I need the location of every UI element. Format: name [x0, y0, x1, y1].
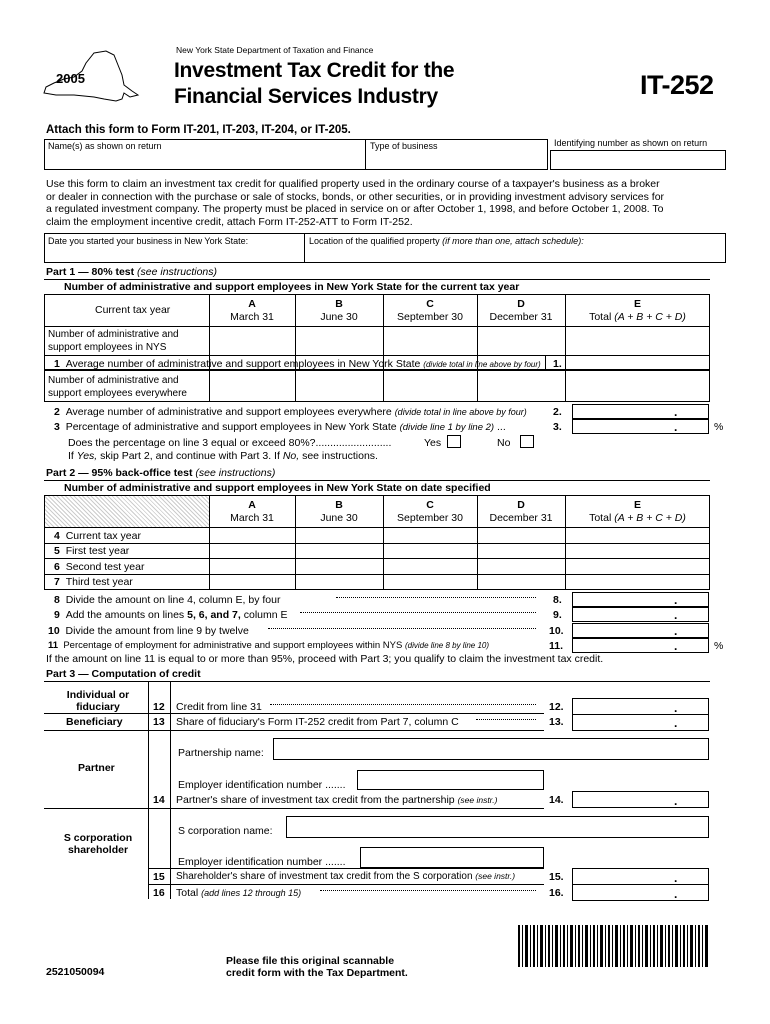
ny-state-outline	[34, 49, 144, 104]
row-ev-line: support employees everywhere	[48, 388, 187, 399]
ein2-label: Employer identification number .......	[178, 856, 346, 868]
line-num: 11	[48, 640, 59, 651]
part1-title-text: Part 1 — 80% test	[46, 266, 135, 278]
line14-box: 14.	[549, 794, 564, 806]
partnership-name-field[interactable]	[273, 738, 709, 760]
col-label: Total	[589, 311, 612, 323]
line14-text	[176, 794, 497, 806]
s-corp-label	[58, 832, 138, 856]
line-note: (divide line 8 by line 10)	[404, 641, 490, 650]
col-letter: E	[633, 499, 641, 511]
col-letter: E	[633, 298, 641, 310]
col-label: September 30	[397, 512, 463, 524]
t: Partner's share of investment tax credit from the partnership	[176, 794, 455, 806]
line8-amount[interactable]	[572, 592, 709, 607]
line-text: Percentage of administrative and support employees in New York State	[65, 421, 397, 433]
t: skip Part 2, and continue with Part 3. If	[100, 450, 280, 462]
line-note: (divide total in line above by four)	[423, 360, 541, 369]
id-number-field[interactable]	[550, 150, 726, 170]
p2-col-e-header	[565, 499, 710, 525]
col-note: (A + B + C + D)	[614, 512, 686, 524]
ein-label: Employer identification number .......	[178, 779, 346, 791]
t: column E	[243, 609, 288, 621]
line15-text	[176, 871, 515, 882]
partnership-ein-field[interactable]	[357, 770, 544, 790]
row-label: Current tax year	[65, 530, 141, 542]
col-letter: D	[517, 499, 525, 511]
line-note: (divide total in line above by four)	[394, 407, 527, 417]
s-corp-name-label: S corporation name:	[178, 825, 273, 837]
line-dots: ...	[497, 421, 506, 433]
p2-col-d-header	[477, 499, 565, 525]
t: shareholder	[67, 844, 129, 856]
col-note: (A + B + C + D)	[614, 311, 686, 323]
individual-fiduciary-label	[58, 689, 138, 713]
t: Shareholder's share of investment tax credit from the S corporation	[176, 871, 473, 882]
beneficiary-label: Beneficiary	[66, 716, 123, 728]
t: Individual or	[66, 689, 130, 701]
line3-percent: %	[714, 421, 724, 433]
t: (see instr.)	[475, 871, 516, 881]
line10	[48, 625, 249, 637]
line9-amount[interactable]	[572, 607, 709, 622]
intro-line: or dealer in connection with the purchase or sale of stocks, bonds, or other securities, or in providing investment advisory services for	[46, 190, 665, 203]
line16-amount[interactable]	[572, 884, 709, 901]
line3-box: 3.	[553, 421, 562, 433]
line11-box: 11.	[549, 640, 564, 652]
t: Yes,	[76, 450, 98, 462]
col-b-header	[295, 298, 383, 324]
col-a-header	[209, 298, 295, 324]
question-80: Does the percentage on line 3 equal or exceed 80%?..........................	[68, 437, 392, 449]
line-text: Average number of administrative and support employees in New York State	[65, 358, 421, 370]
line-num: 1	[54, 358, 60, 370]
line16-text	[176, 887, 301, 899]
partnership-name-label: Partnership name:	[178, 747, 264, 759]
part1-title	[46, 266, 217, 278]
intro-line: Use this form to claim an investment tax credit for qualified property used in the ordinary course of a taxpayer's business as a broker	[46, 178, 660, 190]
line12-box: 12.	[549, 701, 564, 713]
barcode	[518, 925, 710, 967]
yes-checkbox[interactable]	[447, 435, 461, 448]
row-label: Third test year	[65, 576, 133, 588]
p2-col-a-header	[209, 499, 295, 525]
line15-box: 15.	[549, 871, 564, 883]
row-everywhere-label	[48, 374, 187, 400]
yes-label: Yes	[424, 437, 442, 449]
form-year: 2005	[56, 71, 85, 86]
line10-amount[interactable]	[572, 623, 709, 638]
col-c-header	[383, 298, 477, 324]
t: 5, 6, and 7,	[187, 609, 241, 621]
part1-title-note: (see instructions)	[137, 266, 217, 278]
part2-table-title: Number of administrative and support employees in New York State on date specified	[64, 482, 491, 494]
s-corp-ein-field[interactable]	[360, 847, 544, 868]
row-nys-line: support employees in NYS	[48, 342, 167, 353]
department: New York State Department of Taxation and Finance	[176, 45, 374, 55]
line10-box: 10.	[549, 625, 564, 637]
row-4	[54, 530, 141, 542]
part2-title-text: Part 2 — 95% back-office test	[46, 467, 193, 479]
line9	[54, 609, 288, 621]
row-label: First test year	[65, 545, 130, 557]
line-num: 10	[48, 625, 60, 637]
t: Please file this original scannable	[226, 955, 395, 967]
no-label: No	[497, 437, 511, 449]
date-started-label: Date you started your business in New York State:	[48, 236, 249, 246]
line3-amount[interactable]	[572, 419, 709, 434]
part2-title-note: (see instructions)	[195, 467, 276, 479]
line2	[54, 406, 527, 418]
col-label: September 30	[397, 311, 463, 323]
p2-col-b-header	[295, 499, 383, 525]
line12-num: 12	[153, 701, 165, 713]
t: see instructions.	[302, 450, 378, 462]
line3	[54, 421, 506, 433]
row-nys-line: Number of administrative and	[48, 329, 179, 340]
col-letter: C	[426, 499, 434, 511]
line-num: 8	[54, 594, 60, 606]
part2-shaded-header	[45, 496, 209, 527]
t: S corporation	[63, 832, 133, 844]
part2-title	[46, 467, 275, 479]
proceed-note: If the amount on line 11 is equal to or more than 95%, proceed with Part 3; you qualify to claim the investment tax credit.	[46, 653, 604, 665]
t: (see instr.)	[457, 795, 498, 805]
business-type-label: Type of business	[370, 141, 438, 151]
form-number: IT-252	[640, 70, 714, 100]
line-num: 4	[54, 530, 60, 542]
col-d-header	[477, 298, 565, 324]
line-text: Divide the amount from line 9 by twelve	[65, 625, 249, 637]
col-letter: D	[517, 298, 525, 310]
row-7	[54, 576, 133, 588]
col-letter: A	[248, 499, 256, 511]
line16-box: 16.	[549, 887, 564, 899]
names-label: Name(s) as shown on return	[48, 141, 162, 151]
line13-num: 13	[153, 716, 165, 728]
line1-box: 1.	[553, 358, 562, 370]
line11-amount[interactable]	[572, 638, 709, 653]
col-label: March 31	[230, 512, 274, 524]
line-text: Percentage of employment for administrative and support employees within NYS	[63, 640, 403, 651]
line-num: 5	[54, 545, 60, 557]
no-checkbox[interactable]	[520, 435, 534, 448]
line-note: (divide line 1 by line 2)	[399, 422, 495, 433]
line12-text: Credit from line 31	[176, 701, 262, 713]
line12-amount[interactable]	[572, 698, 709, 715]
col-e-header	[565, 298, 710, 324]
partner-label: Partner	[78, 762, 115, 774]
line11	[48, 640, 489, 651]
line-text: Divide the amount on line 4, column E, by four	[65, 594, 281, 606]
row-label: Second test year	[65, 561, 145, 573]
part1-table-title: Number of administrative and support employees in New York State for the current tax year	[64, 281, 520, 293]
form-title-line1: Investment Tax Credit for the	[174, 59, 455, 82]
id-number-label: Identifying number as shown on return	[554, 138, 708, 148]
line-num: 2	[54, 406, 60, 418]
s-corp-name-field[interactable]	[286, 816, 709, 838]
col-letter: C	[426, 298, 434, 310]
col-label: June 30	[320, 311, 358, 323]
line-num: 6	[54, 561, 60, 573]
line13-text: Share of fiduciary's Form IT-252 credit from Part 7, column C	[176, 716, 459, 728]
t: No,	[282, 450, 300, 462]
attach-instruction: Attach this form to Form IT-201, IT-203, IT-204, or IT-205.	[46, 124, 351, 136]
col-label: December 31	[489, 311, 553, 323]
line16-num: 16	[153, 887, 165, 899]
line1	[54, 358, 541, 370]
col-letter: A	[248, 298, 256, 310]
row-ev-line: Number of administrative and	[48, 375, 179, 386]
location-label	[309, 236, 584, 246]
line13-amount[interactable]	[572, 714, 709, 731]
line9-box: 9.	[553, 609, 562, 621]
col-letter: B	[335, 298, 343, 310]
form-title-line2: Financial Services Industry	[174, 85, 438, 108]
line-num: 3	[54, 421, 60, 433]
intro-line: a regulated investment company. The property must be placed in service on or after October 1, 1998, and before October 1, 2008. To	[46, 203, 664, 215]
line2-box: 2.	[553, 406, 562, 418]
form-code: 2521050094	[46, 966, 105, 978]
line8	[54, 594, 280, 606]
col-label: June 30	[320, 512, 358, 524]
line-num: 7	[54, 576, 60, 588]
t: Add the amounts on lines	[65, 609, 185, 621]
line15-num: 15	[153, 871, 165, 883]
line-num: 9	[54, 609, 60, 621]
row-nys-label	[48, 328, 179, 354]
location-label-text: Location of the qualified property	[309, 236, 440, 246]
line14-num: 14	[153, 794, 165, 806]
row-6	[54, 561, 144, 573]
intro-line: claim the employment incentive credit, attach Form IT-252-ATT to Form IT-252.	[46, 215, 413, 228]
file-note	[226, 955, 408, 979]
col-label: March 31	[230, 311, 274, 323]
t: (add lines 12 through 15)	[201, 888, 302, 898]
t: fiduciary	[76, 701, 120, 713]
line-text: Average number of administrative and support employees everywhere	[65, 406, 392, 418]
part3-title: Part 3 — Computation of credit	[46, 668, 201, 680]
t: If	[68, 450, 74, 462]
line2-amount[interactable]	[572, 404, 709, 419]
col-label: December 31	[489, 512, 553, 524]
t: credit form with the Tax Department.	[226, 967, 408, 979]
col-letter: B	[335, 499, 343, 511]
row-5	[54, 545, 129, 557]
p2-col-c-header	[383, 499, 477, 525]
location-note: (if more than one, attach schedule):	[442, 236, 584, 246]
if-yes-note	[68, 450, 378, 462]
line13-box: 13.	[549, 716, 564, 728]
line15-amount[interactable]	[572, 868, 709, 885]
intro-text	[46, 178, 664, 228]
t: Total	[176, 887, 199, 899]
current-tax-year-header: Current tax year	[95, 304, 171, 316]
col-label: Total	[589, 512, 612, 524]
line14-amount[interactable]	[572, 791, 709, 808]
line8-box: 8.	[553, 594, 562, 606]
line11-percent: %	[714, 640, 724, 652]
